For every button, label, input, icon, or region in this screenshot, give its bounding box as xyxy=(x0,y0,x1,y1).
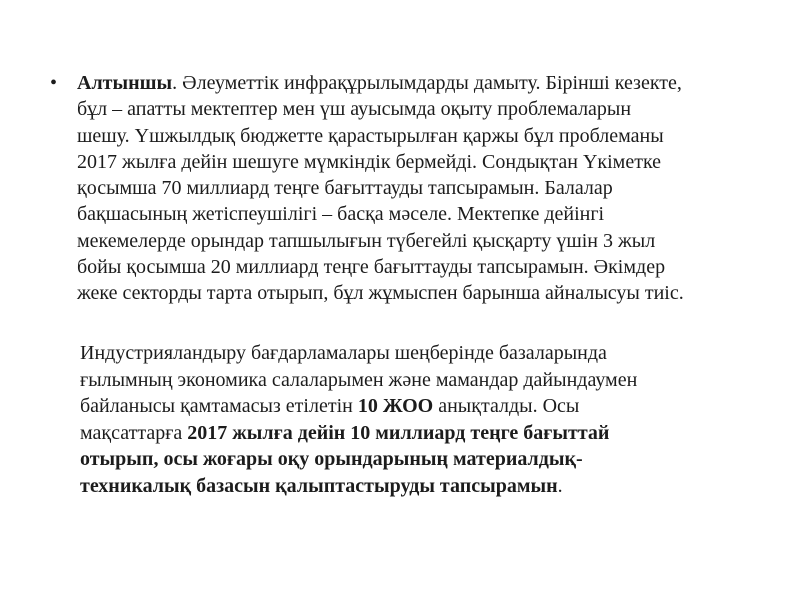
bullet-line-1 xyxy=(77,70,772,96)
note-line-4 xyxy=(80,420,720,447)
bullet-line-4: 2017 жылға дейін шешуге мүмкіндік бермейді. Сондықтан Үкіметке xyxy=(77,150,662,173)
note-line-5 xyxy=(80,446,720,473)
bullet-heading: Алтыншы xyxy=(77,72,173,94)
bullet-line-3: шешу. Үшжылдық бюджетте қарастырылған қаржы бұл проблеманы xyxy=(77,124,664,147)
bullet-line-5: қосымша 70 миллиард теңге бағыттауды тапсырамын. Балалар xyxy=(77,177,613,200)
bullet-line-9: жеке секторды тарта отырып, бұл жұмыспен барынша айналысуы тиіс. xyxy=(77,282,684,305)
note-line-2: ғылымның экономика салаларымен және мамандар дайындаумен xyxy=(80,368,638,391)
note-line-4-bold: 2017 жылға дейін 10 миллиард теңге бағыттай xyxy=(187,421,610,444)
note-line-3-post: анықталды. Осы xyxy=(433,395,580,417)
bullet-line-7: мекемелерде орындар тапшылығын түбегейлі қысқарту үшін 3 жыл xyxy=(77,229,656,252)
bullet-text xyxy=(77,70,772,307)
note-line-6-bold: техникалық базасын қалыптастыруды тапсырамын xyxy=(80,474,558,497)
note-line-5-bold: отырып, осы жоғары оқу орындарының материалдық- xyxy=(80,448,583,470)
note-line-6-post: . xyxy=(557,474,563,497)
note-line-3-pre: байланысы қамтамасыз етілетін xyxy=(80,395,358,417)
bullet-marker: • xyxy=(50,72,58,94)
bullet-line-1-text: . Әлеуметтік инфрақұрылымдарды дамыту. Бірінші кезекте, xyxy=(172,72,682,94)
note-paragraph xyxy=(80,340,720,499)
note-line-3 xyxy=(80,393,720,420)
note-line-3-bold: 10 ЖОО xyxy=(357,395,434,417)
bullet-line-6: бақшасының жетіспеушілігі – басқа мәселе. Мектепке дейінгі xyxy=(77,203,605,226)
note-line-6 xyxy=(80,473,720,500)
bullet-line-8: бойы қосымша 20 миллиард теңге бағыттауды тапсырамын. Әкімдер xyxy=(77,256,666,279)
bullet-line-2: бұл – апатты мектептер мен үш ауысымда оқыту проблемаларын xyxy=(77,98,632,121)
note-line-4-pre: мақсаттарға xyxy=(80,421,188,444)
note-line-1: Индустрияландыру бағдарламалары шеңберінде базаларында xyxy=(80,342,607,364)
